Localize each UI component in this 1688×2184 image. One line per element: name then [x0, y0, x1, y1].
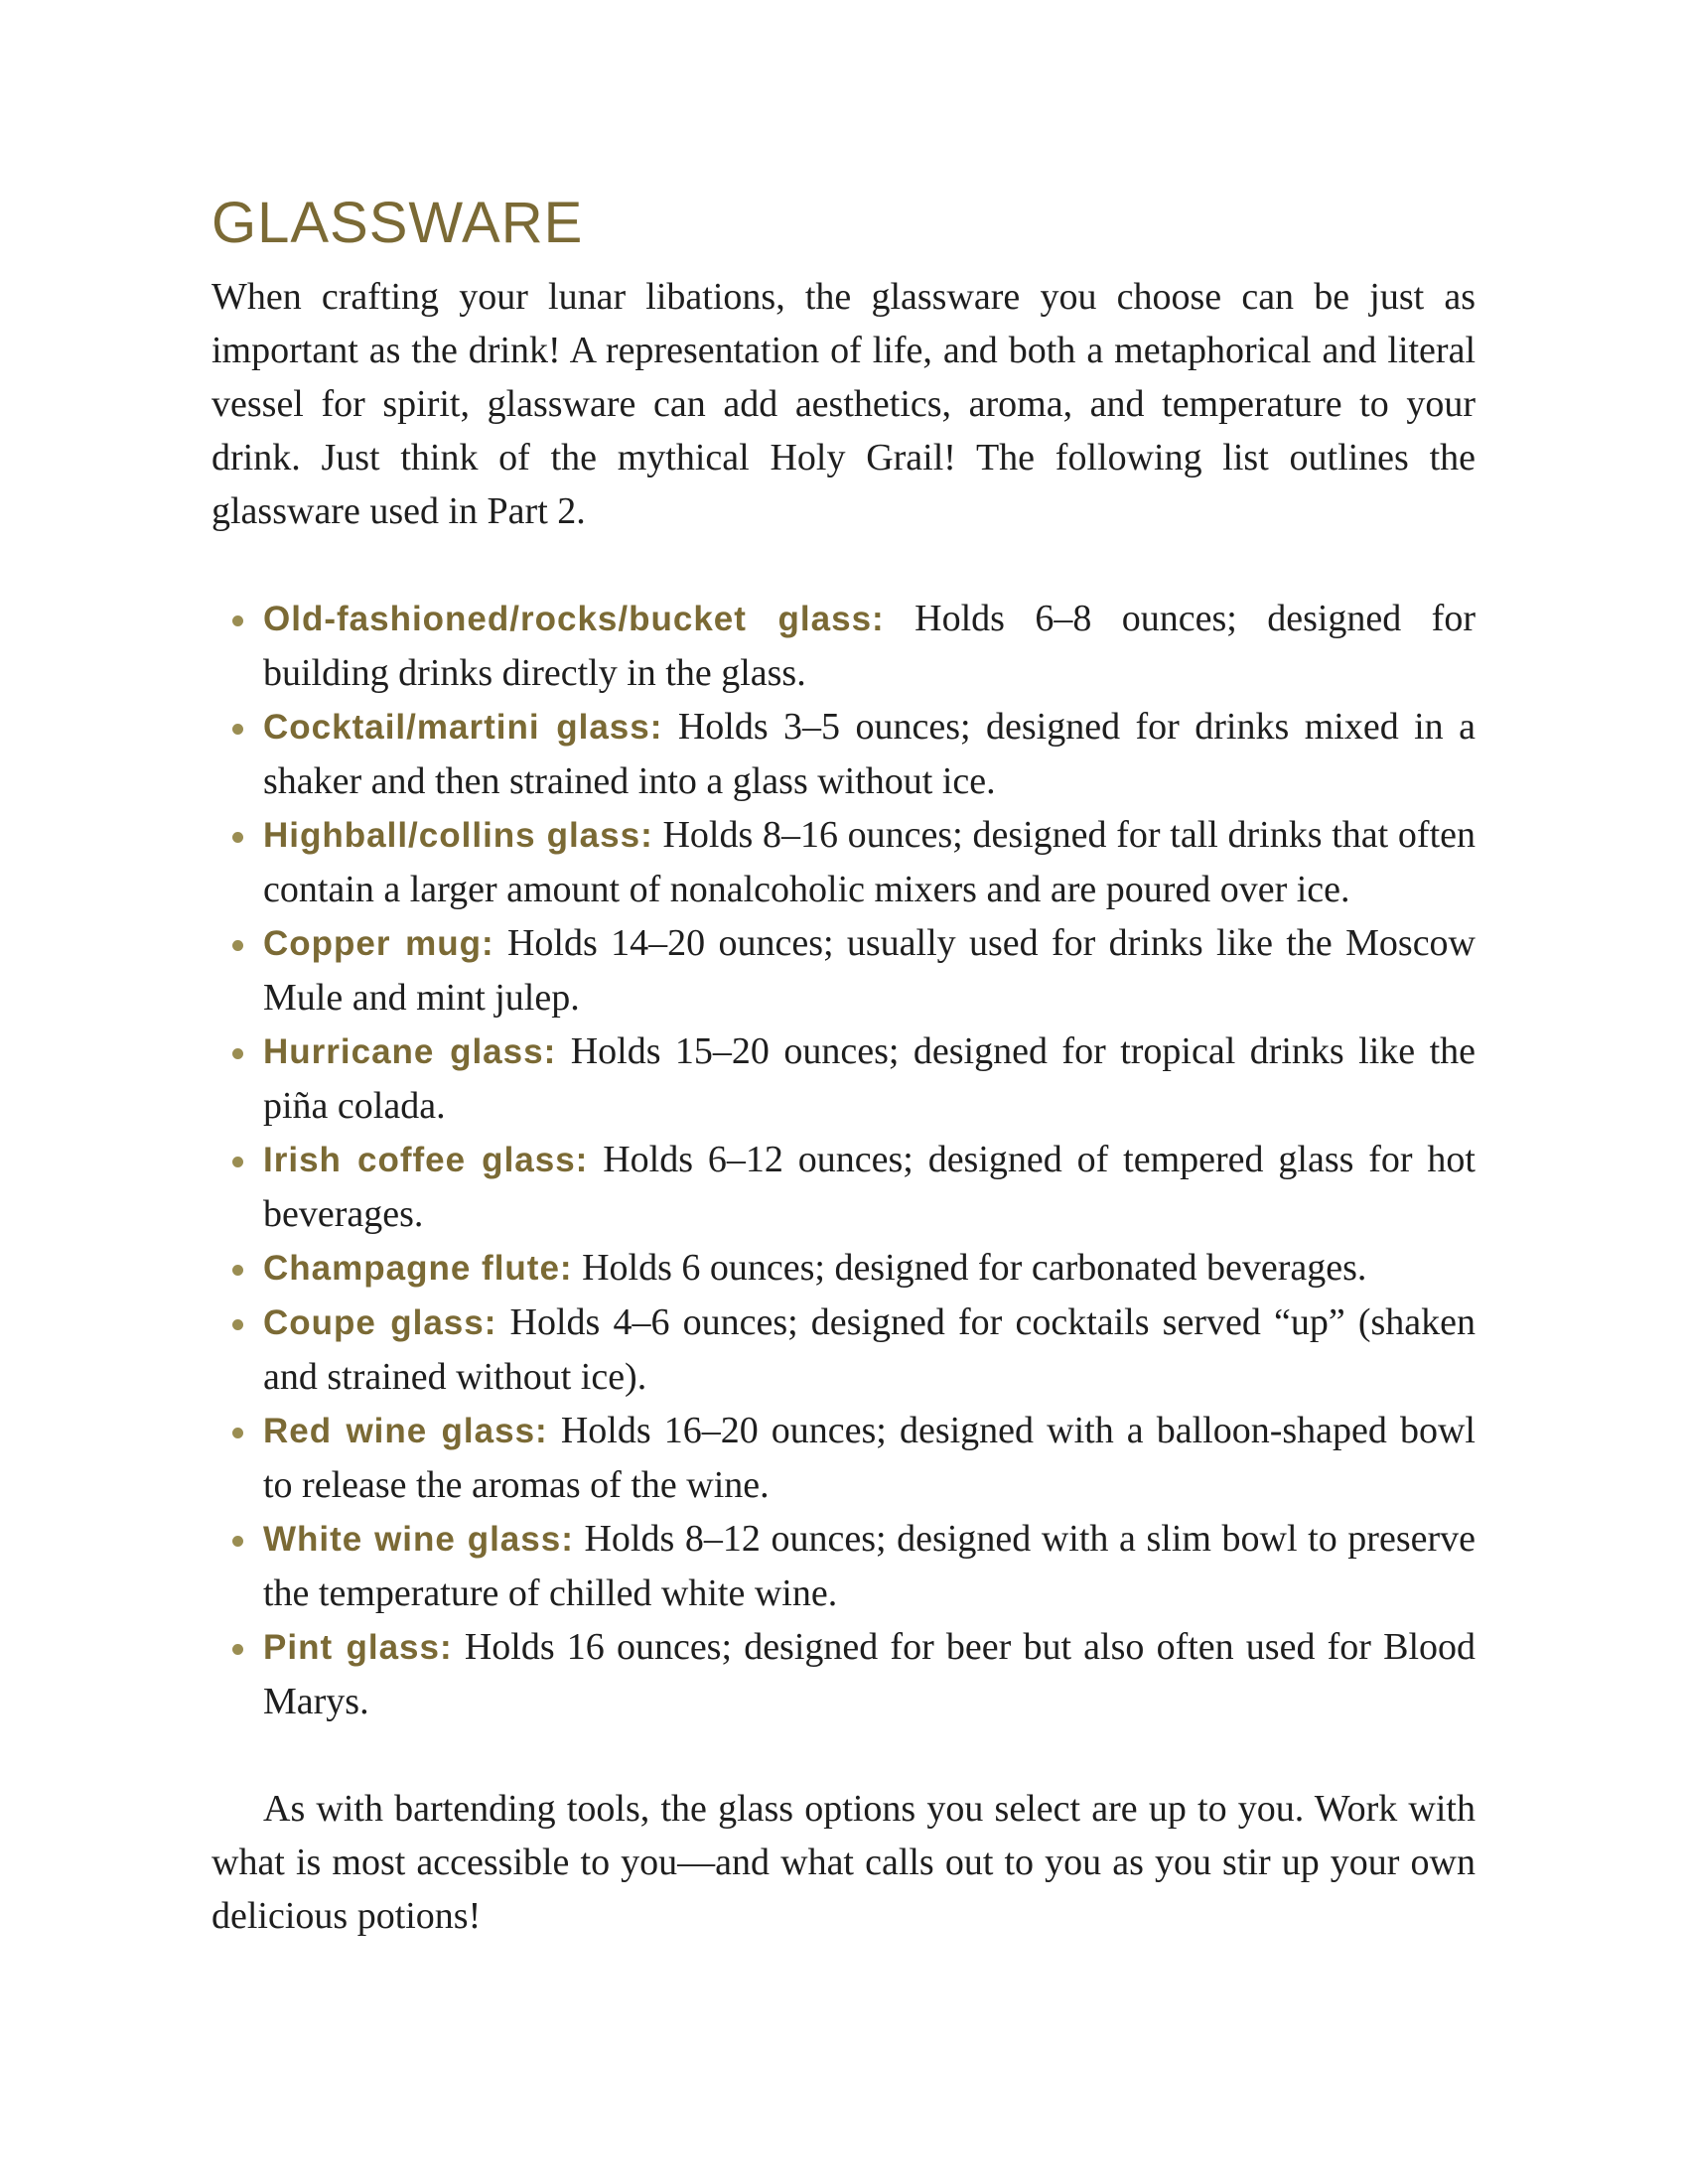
glass-term: Cocktail/martini glass: — [263, 708, 663, 747]
glass-term: Irish coffee glass: — [263, 1141, 589, 1179]
glass-description: Holds 3–5 ounces; designed for drinks mixed in a shaker and then strained into a glass without ice. — [263, 706, 1476, 802]
list-item — [211, 808, 1476, 916]
glass-term: White wine glass: — [263, 1520, 574, 1559]
bullet-icon — [232, 940, 243, 951]
glass-description: Holds 16–20 ounces; designed with a balloon-shaped bowl to release the aromas of the wine. — [263, 1410, 1476, 1506]
glass-description: Holds 4–6 ounces; designed for cocktails served “up” (shaken and strained without ice). — [263, 1301, 1477, 1398]
list-item — [211, 1241, 1476, 1296]
list-item — [211, 1404, 1476, 1512]
bullet-icon — [232, 724, 243, 735]
list-item — [211, 1024, 1476, 1133]
glass-description: Holds 6 ounces; designed for carbonated beverages. — [582, 1247, 1367, 1289]
bullet-icon — [232, 1319, 243, 1330]
intro-paragraph: When crafting your lunar libations, the glassware you choose can be just as important as the drink! A representation of life, and both a metaphorical and literal vessel for spirit, glassware can add aesthetics, aroma, and temperature to your drink. Just think of the mythical Holy Grail! The following list outlines the glassware used in Part 2. — [211, 276, 1476, 532]
glass-description: Holds 16 ounces; designed for beer but also often used for Blood Marys. — [263, 1626, 1477, 1722]
glassware-list — [211, 592, 1476, 1728]
glass-description: Holds 6–8 ounces; designed for building drinks directly in the glass. — [263, 598, 1476, 694]
glass-term: Pint glass: — [263, 1628, 453, 1667]
glass-description: Holds 14–20 ounces; usually used for drinks like the Moscow Mule and mint julep. — [263, 922, 1477, 1019]
glass-term: Old-fashioned/rocks/bucket glass: — [263, 600, 885, 638]
page-content — [211, 189, 1476, 1943]
glass-description: Holds 6–12 ounces; designed of tempered glass for hot beverages. — [263, 1139, 1476, 1235]
glass-description: Holds 8–12 ounces; designed with a slim bowl to preserve the temperature of chilled white wine. — [263, 1518, 1477, 1614]
glass-term: Hurricane glass: — [263, 1032, 557, 1071]
glass-term: Highball/collins glass: — [263, 816, 653, 855]
section-heading: GLASSWARE — [211, 191, 584, 255]
glass-term: Champagne flute: — [263, 1249, 573, 1288]
list-item — [211, 1512, 1476, 1620]
glass-term: Copper mug: — [263, 924, 494, 963]
closing-paragraph: As with bartending tools, the glass options you select are up to you. Work with what is most accessible to you—and what calls out to you as you stir up your own delicious potions! — [211, 1788, 1476, 1937]
bullet-icon — [232, 832, 243, 843]
bullet-icon — [232, 1157, 243, 1167]
list-item — [211, 1133, 1476, 1241]
bullet-icon — [232, 1536, 243, 1547]
list-item — [211, 700, 1476, 808]
bullet-icon — [232, 615, 243, 626]
list-item — [211, 592, 1476, 700]
bullet-icon — [232, 1644, 243, 1655]
bullet-icon — [232, 1048, 243, 1059]
list-item — [211, 1620, 1476, 1728]
glass-description: Holds 15–20 ounces; designed for tropical drinks like the piña colada. — [263, 1030, 1477, 1127]
glass-term: Red wine glass: — [263, 1412, 548, 1450]
bullet-icon — [232, 1265, 243, 1276]
glass-description: Holds 8–16 ounces; designed for tall drinks that often contain a larger amount of nonalcoholic mixers and are poured over ice. — [263, 814, 1476, 910]
bullet-icon — [232, 1428, 243, 1438]
list-item — [211, 916, 1476, 1024]
list-item — [211, 1296, 1476, 1404]
glass-term: Coupe glass: — [263, 1303, 497, 1342]
